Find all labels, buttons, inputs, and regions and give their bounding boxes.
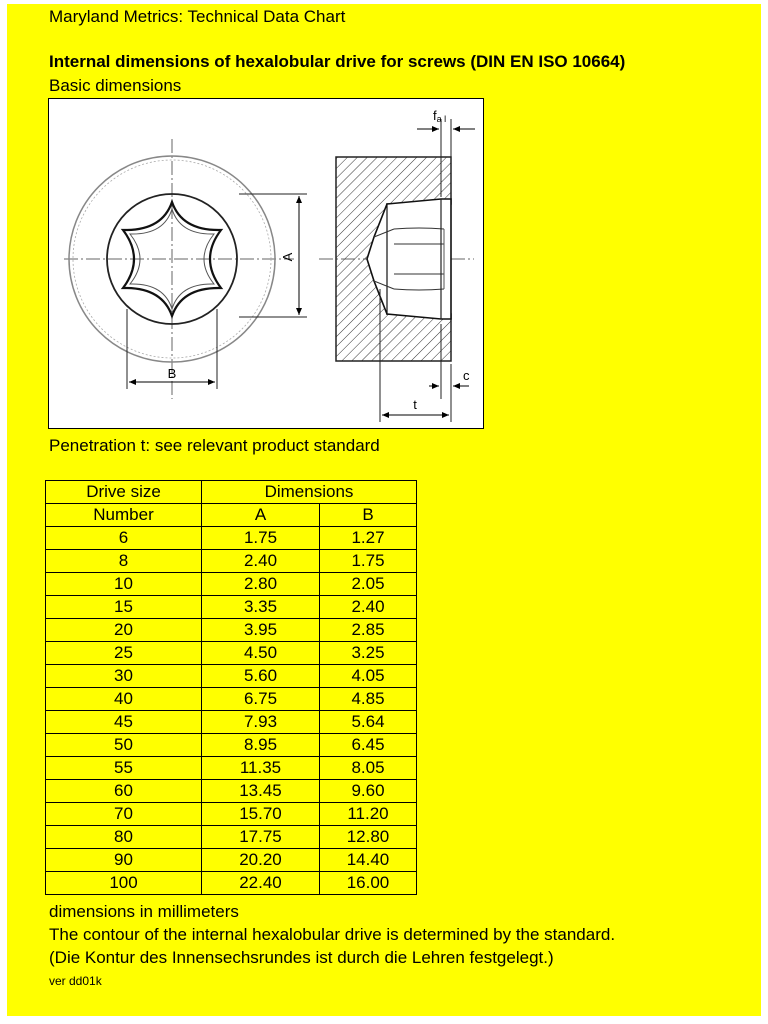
datasheet-page	[7, 4, 761, 1016]
table-row	[46, 619, 417, 642]
cell-dimension-a: 6.75	[202, 688, 320, 711]
front-view	[64, 139, 307, 399]
cell-dimension-a: 20.20	[202, 849, 320, 872]
dimension-label-c: c	[463, 368, 470, 383]
cell-dimension-b: 11.20	[320, 803, 417, 826]
drive-drawing	[48, 98, 484, 429]
units-note: dimensions in millimeters	[49, 902, 239, 921]
cell-drive-size: 10	[46, 573, 202, 596]
table-row	[46, 872, 417, 895]
cell-drive-size: 8	[46, 550, 202, 573]
cell-dimension-a: 8.95	[202, 734, 320, 757]
section-view	[319, 108, 475, 422]
header-number: Number	[46, 504, 202, 527]
cell-dimension-a: 13.45	[202, 780, 320, 803]
cell-drive-size: 80	[46, 826, 202, 849]
cell-drive-size: 6	[46, 527, 202, 550]
cell-dimension-b: 2.05	[320, 573, 417, 596]
cell-drive-size: 60	[46, 780, 202, 803]
table-row	[46, 688, 417, 711]
cell-drive-size: 25	[46, 642, 202, 665]
page-title: Internal dimensions of hexalobular drive for screws (DIN EN ISO 10664)	[49, 52, 626, 71]
dimension-label-f: f	[433, 108, 437, 123]
cell-dimension-b: 1.27	[320, 527, 417, 550]
cell-drive-size: 50	[46, 734, 202, 757]
svg-text:fa l	[433, 108, 446, 124]
table-row	[46, 757, 417, 780]
header-dimensions: Dimensions	[202, 481, 417, 504]
dimension-label-t: t	[413, 397, 417, 412]
cell-drive-size: 20	[46, 619, 202, 642]
table-row	[46, 596, 417, 619]
cell-dimension-a: 15.70	[202, 803, 320, 826]
cell-dimension-a: 3.95	[202, 619, 320, 642]
cell-dimension-a: 5.60	[202, 665, 320, 688]
table-row	[46, 849, 417, 872]
contour-note-en: The contour of the internal hexalobular drive is determined by the standard.	[49, 925, 616, 944]
dimension-label-b: B	[167, 366, 177, 381]
table-row	[46, 550, 417, 573]
penetration-note: Penetration t: see relevant product standard	[49, 436, 380, 455]
cell-dimension-b: 9.60	[320, 780, 417, 803]
cell-dimension-b: 4.05	[320, 665, 417, 688]
cell-drive-size: 15	[46, 596, 202, 619]
cell-dimension-a: 1.75	[202, 527, 320, 550]
cell-drive-size: 40	[46, 688, 202, 711]
cell-drive-size: 90	[46, 849, 202, 872]
table-header-row	[46, 481, 417, 504]
table-row	[46, 711, 417, 734]
cell-drive-size: 45	[46, 711, 202, 734]
contour-note-de: (Die Kontur des Innensechsrundes ist durch die Lehren festgelegt.)	[49, 948, 554, 967]
table-row	[46, 780, 417, 803]
table-row	[46, 826, 417, 849]
cell-drive-size: 100	[46, 872, 202, 895]
cell-dimension-b: 2.85	[320, 619, 417, 642]
cell-dimension-b: 1.75	[320, 550, 417, 573]
header-drive-size: Drive size	[46, 481, 202, 504]
company-header: Maryland Metrics: Technical Data Chart	[49, 7, 346, 26]
table-row	[46, 642, 417, 665]
cell-dimension-a: 3.35	[202, 596, 320, 619]
version-label: ver dd01k	[49, 974, 102, 988]
table-row	[46, 573, 417, 596]
cell-dimension-a: 4.50	[202, 642, 320, 665]
header-b: B	[320, 504, 417, 527]
cell-dimension-b: 16.00	[320, 872, 417, 895]
section-subtitle: Basic dimensions	[49, 76, 182, 95]
cell-drive-size: 55	[46, 757, 202, 780]
cell-dimension-a: 2.40	[202, 550, 320, 573]
cell-dimension-b: 6.45	[320, 734, 417, 757]
dimension-label-f-subscript: a l	[436, 114, 447, 124]
header-a: A	[202, 504, 320, 527]
cell-dimension-b: 8.05	[320, 757, 417, 780]
cell-dimension-b: 12.80	[320, 826, 417, 849]
cell-dimension-a: 22.40	[202, 872, 320, 895]
dimensions-table	[45, 480, 417, 895]
cell-dimension-b: 5.64	[320, 711, 417, 734]
table-row	[46, 734, 417, 757]
table-row	[46, 803, 417, 826]
cell-dimension-a: 17.75	[202, 826, 320, 849]
table-header-row	[46, 504, 417, 527]
cell-dimension-a: 7.93	[202, 711, 320, 734]
cell-dimension-b: 4.85	[320, 688, 417, 711]
cell-dimension-b: 2.40	[320, 596, 417, 619]
cell-dimension-b: 14.40	[320, 849, 417, 872]
cell-dimension-a: 11.35	[202, 757, 320, 780]
table-row	[46, 665, 417, 688]
cell-dimension-a: 2.80	[202, 573, 320, 596]
cell-drive-size: 30	[46, 665, 202, 688]
cell-dimension-b: 3.25	[320, 642, 417, 665]
drive-drawing-svg	[49, 99, 483, 428]
table-row	[46, 527, 417, 550]
dimension-label-a: A	[280, 252, 295, 262]
cell-drive-size: 70	[46, 803, 202, 826]
